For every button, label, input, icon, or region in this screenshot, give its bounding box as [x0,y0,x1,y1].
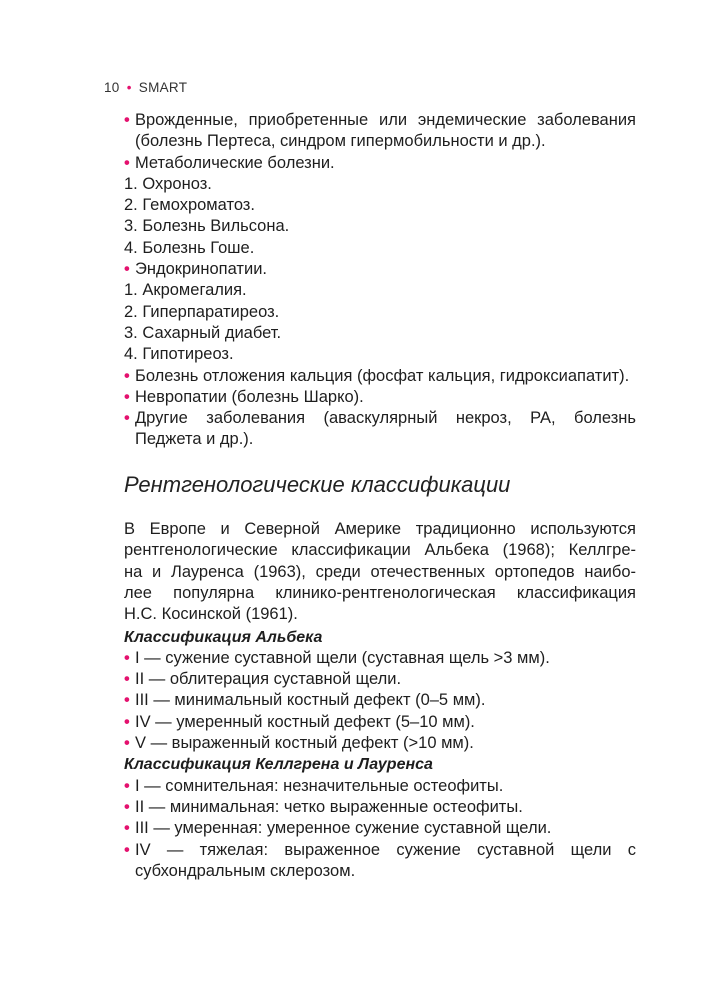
list-item-text: II — минимальная: четко выраженные остеофиты. [135,797,523,816]
bullet-marker: • [124,111,130,129]
kellgren-list [124,776,636,882]
paragraph-line: Н.С. Косинской (1961). [124,605,298,624]
list-item-text: I — сужение суставной щели (суставная щель >3 мм). [135,648,550,667]
numbered-item: 4. Гипотиреоз. [124,345,234,364]
list-item [124,259,636,280]
albeck-title: Классификация Альбека [124,628,323,646]
list-item-text: Метаболические болезни. [135,153,335,172]
list-item [124,776,636,797]
list-item-text: Врожденные, приобретенные или эндемические заболевания (болезнь Пертеса, синдром гипермобильности и др.). [135,111,636,151]
bullet-marker: • [124,797,130,816]
bullet-marker: • [124,712,130,731]
bullet-marker: • [124,670,130,689]
list-item-text: III — минимальный костный дефект (0–5 мм). [135,691,486,710]
bullet-marker: • [124,691,130,710]
bullet-marker: • [124,734,130,753]
albeck-list [124,648,636,754]
list-item-text: I — сомнительная: незначительные остеофиты. [135,776,504,795]
list-item [124,690,636,711]
list-item [124,387,636,408]
paragraph-line: рентгенологические классификации Альбека (1968); Келлгре- [124,541,636,560]
bullet-marker: • [124,840,130,859]
paragraph-line: В Европе и Северной Америке традиционно используются [124,520,636,539]
list-item-text: Другие заболевания (аваскулярный некроз, РА, болезнь Педжета и др.). [135,409,636,449]
running-head [104,80,187,95]
list-item-text: IV — тяжелая: выраженное сужение суставной щели с субхондральным склерозом. [135,840,636,880]
list-item-text: Болезнь отложения кальция (фосфат кальция, гидроксиапатит). [135,366,630,385]
bullet-marker: • [124,648,130,667]
bullet-marker: • [124,153,130,172]
paragraph-line: лее популярна клинико-рентгенологическая классификация [124,583,636,602]
bullet-marker: • [124,387,130,406]
numbered-item: 1. Охроноз. [124,174,212,193]
list-item [124,712,636,733]
list-item-text: III — умеренная: умеренное сужение суставной щели. [135,819,552,838]
disease-list [124,110,636,451]
bullet-marker: • [124,260,130,279]
list-item [124,110,636,153]
list-item [124,840,636,883]
list-item-text: IV — умеренный костный дефект (5–10 мм). [135,712,475,731]
bullet-marker: • [124,409,130,428]
intro-paragraph [124,519,636,625]
numbered-item: 3. Сахарный диабет. [124,323,282,342]
list-item [124,797,636,818]
list-item [124,733,636,754]
list-item-text: Невропатии (болезнь Шарко). [135,387,364,406]
bullet-marker: • [124,819,130,838]
list-item [124,366,636,387]
section-heading: Рентгенологические классификации [124,471,511,497]
bullet-marker: • [124,776,130,795]
paragraph-line: на и Лауренса (1963), среди отечественных ортопедов наибо- [124,562,636,581]
list-item-text: II — облитерация суставной щели. [135,670,402,689]
list-item [124,669,636,690]
book-title: SMART [138,80,188,95]
numbered-item: 1. Акромегалия. [124,281,247,300]
numbered-item: 2. Гемохроматоз. [124,196,255,215]
page-number: 10 [104,80,120,95]
numbered-item: 4. Болезнь Гоше. [124,238,255,257]
list-item [124,408,636,451]
numbered-item: 2. Гиперпаратиреоз. [124,302,280,321]
header-separator: • [126,80,132,95]
list-item-text: V — выраженный костный дефект (>10 мм). [135,734,474,753]
list-item [124,153,636,174]
numbered-item: 3. Болезнь Вильсона. [124,217,290,236]
list-item-text: Эндокринопатии. [135,260,267,279]
page-content [124,110,636,882]
list-item [124,648,636,669]
list-item [124,818,636,839]
bullet-marker: • [124,366,130,385]
kellgren-title: Классификация Келлгрена и Лауренса [124,756,433,774]
